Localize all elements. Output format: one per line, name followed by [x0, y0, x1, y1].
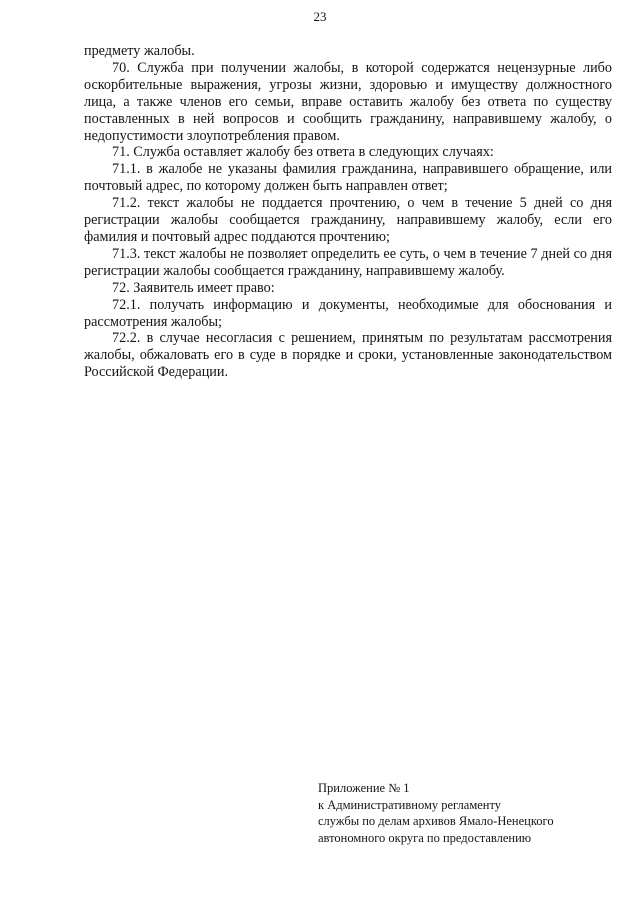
appendix-header [318, 780, 618, 846]
page-number: 23 [313, 9, 327, 24]
paragraph-70: 70. Служба при получении жалобы, в которой содержатся нецензурные либо оскорбительные выражения, угрозы жизни, здоровью и имуществу должностного лица, а также членов его семьи, вправе оставить жалобу без ответа по существу поставленных в ней вопросов и сообщить гражданину, направившему жалобу, о недопустимости злоупотребления правом. [84, 59, 612, 144]
paragraph-72-1: 72.1. получать информацию и документы, необходимые для обоснования и рассмотрения жалобы; [84, 296, 612, 330]
appendix-line: службы по делам архивов Ямало-Ненецкого [318, 814, 554, 828]
paragraph-72-2: 72.2. в случае несогласия с решением, принятым по результатам рассмотрения жалобы, обжаловать его в суде в порядке и сроки, установленные законодательством Российской Федерации. [84, 330, 612, 381]
paragraph-71-3: 71.3. текст жалобы не позволяет определить ее суть, о чем в течение 7 дней со дня регистрации жалобы сообщается гражданину, направившему жалобу. [84, 245, 612, 279]
paragraph-71: 71. Служба оставляет жалобу без ответа в следующих случаях: [112, 144, 494, 161]
paragraph-continuation: предмету жалобы. [84, 43, 195, 59]
appendix-line: к Административному регламенту [318, 797, 502, 812]
appendix-title: Приложение № 1 [318, 781, 410, 795]
paragraph-71-2: 71.2. текст жалобы не поддается прочтению, о чем в течение 5 дней со дня регистрации жалобы сообщается гражданину, направившему жалобу, если его фамилия и почтовый адрес поддаются прочтению; [84, 195, 612, 245]
paragraph-71-1: 71.1. в жалобе не указаны фамилия гражданина, направившего обращение, или почтовый адрес, по которому должен быть направлен ответ; [84, 161, 612, 195]
document-body [84, 43, 612, 381]
appendix-line: автономного округа по предоставлению [318, 830, 532, 845]
paragraph-72: 72. Заявитель имеет право: [112, 279, 275, 296]
